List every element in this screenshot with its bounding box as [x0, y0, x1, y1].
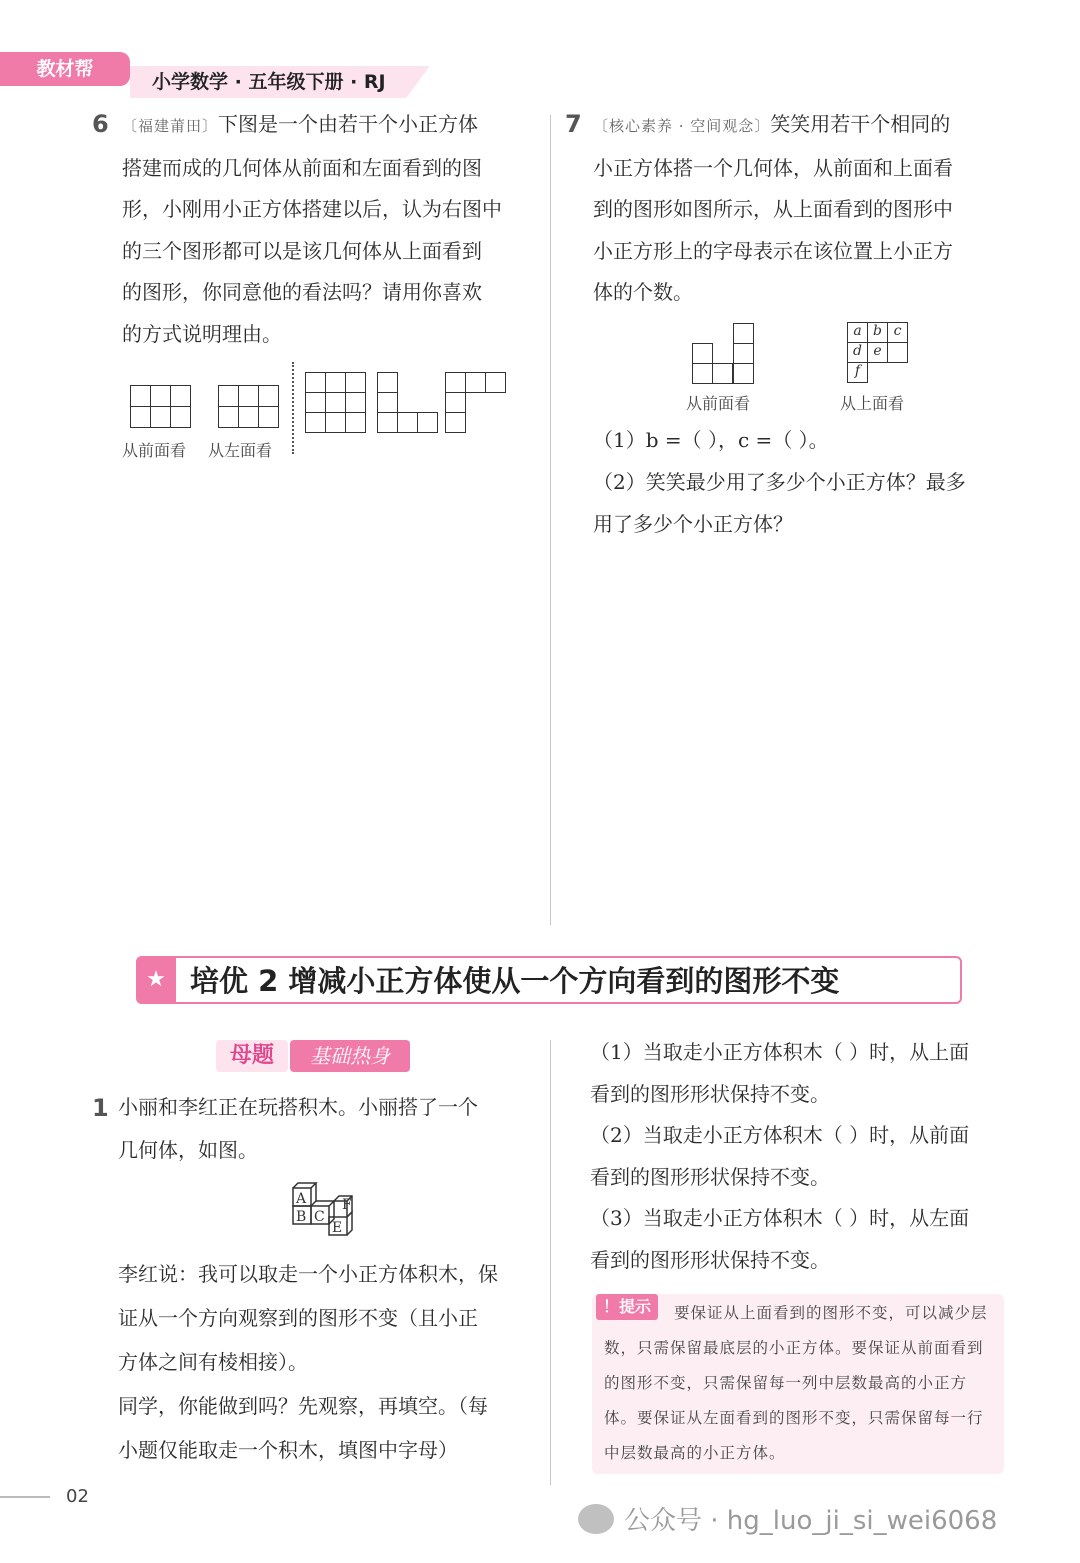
page-line — [0, 1496, 50, 1498]
q7-sub-question-1: （1）b =（ ），c =（ ）。 — [593, 428, 829, 452]
brand-tab: 教材帮 — [0, 52, 130, 86]
column-divider-bottom — [550, 1040, 551, 1485]
column-divider-top — [550, 115, 551, 925]
grid-letter-a: a — [853, 323, 862, 339]
question-7-number: 7 — [565, 110, 582, 138]
q6-left-caption: 从左面看 — [208, 441, 273, 460]
grid-letter-f: f — [854, 363, 861, 379]
q7-sub-question-2: （2）笑笑最少用了多少个小正方体？最多 用了多少个小正方体？ — [593, 470, 966, 536]
question-7-source: 〔核心素养 · 空间观念〕 — [593, 117, 771, 135]
tip-label: ！提示 — [596, 1294, 658, 1320]
grid-letter-d: d — [853, 343, 862, 359]
grid-letter-e: e — [873, 343, 882, 359]
question-6-number: 6 — [92, 110, 109, 138]
mother-question-tag: 母题 — [216, 1040, 288, 1072]
section-title: 培优 2 增减小正方体使从一个方向看到的图形不变 — [190, 964, 840, 998]
question-6-source: 〔福建莆田〕 — [122, 117, 219, 135]
book-title: 小学数学 · 五年级下册 · RJ — [152, 71, 386, 93]
q1-sub-questions: （1）当取走小正方体积木（ ）时，从上面 看到的图形形状保持不变。 （2）当取走小正方体积木（ ）时，从前面 看到的图形形状保持不变。 （3）当取走小正方体积木（ ）时，从左面 看到的图形形状保持不变。 — [590, 1040, 970, 1272]
q7-front-caption: 从前面看 — [686, 394, 751, 413]
block-figure — [288, 1180, 368, 1242]
page-number: 02 — [66, 1486, 89, 1507]
grid-letter-b: b — [873, 323, 882, 339]
watermark-text: 公众号 · hg_luo_ji_si_wei6068 — [624, 1506, 998, 1536]
star-icon: ★ — [136, 956, 176, 1004]
q7-top-caption: 从上面看 — [840, 394, 905, 413]
grid-letter-c: c — [893, 323, 902, 339]
warmup-tag: 基础热身 — [290, 1040, 410, 1072]
question-6-text: 〔福建莆田〕下图是一个由若干个小正方体 搭建而成的几何体从前面和左面看到的图 形，小刚用小正方体搭建以后，认为右图中 的三个图形都可以是该几何体从上面看到 的图形，你同意他的看法吗？请用你喜欢 的方式说明理由。 — [122, 112, 502, 346]
block-letter-a: A — [296, 1191, 307, 1207]
wechat-icon — [578, 1504, 614, 1534]
question-1-text: 小丽和李红正在玩搭积木。小丽搭了一个 几何体，如图。 — [118, 1095, 478, 1162]
block-letter-c: C — [314, 1209, 325, 1225]
q6-dotted-separator — [292, 362, 294, 454]
block-letter-e: E — [332, 1220, 343, 1236]
question-7-text: 〔核心素养 · 空间观念〕笑笑用若干个相同的 小正方体搭一个几何体，从前面和上面看 到的图形如图所示，从上面看到的图形中 小正方形上的字母表示在该位置上小正方 体的个数。 — [593, 112, 953, 304]
question-1-number: 1 — [92, 1094, 109, 1122]
q6-front-caption: 从前面看 — [122, 441, 187, 460]
question-1-text-2: 李红说：我可以取走一个小正方体积木，保 证从一个方向观察到的图形不变（且小正 方体之间有棱相接）。 同学，你能做到吗？先观察，再填空。（每 小题仅能取走一个积木，填图中字母） — [118, 1262, 498, 1462]
block-letter-b: B — [296, 1209, 307, 1225]
block-letter-f: F — [342, 1197, 352, 1213]
tip-text: 要保证从上面看到的图形不变，可以减少层数，只需保留最底层的小正方体。要保证从前面看到的图形不变，只需保留每一列中层数最高的小正方体。要保证从左面看到的图形不变，只需保留每一行中层数最高的小正方体。 — [604, 1304, 988, 1462]
